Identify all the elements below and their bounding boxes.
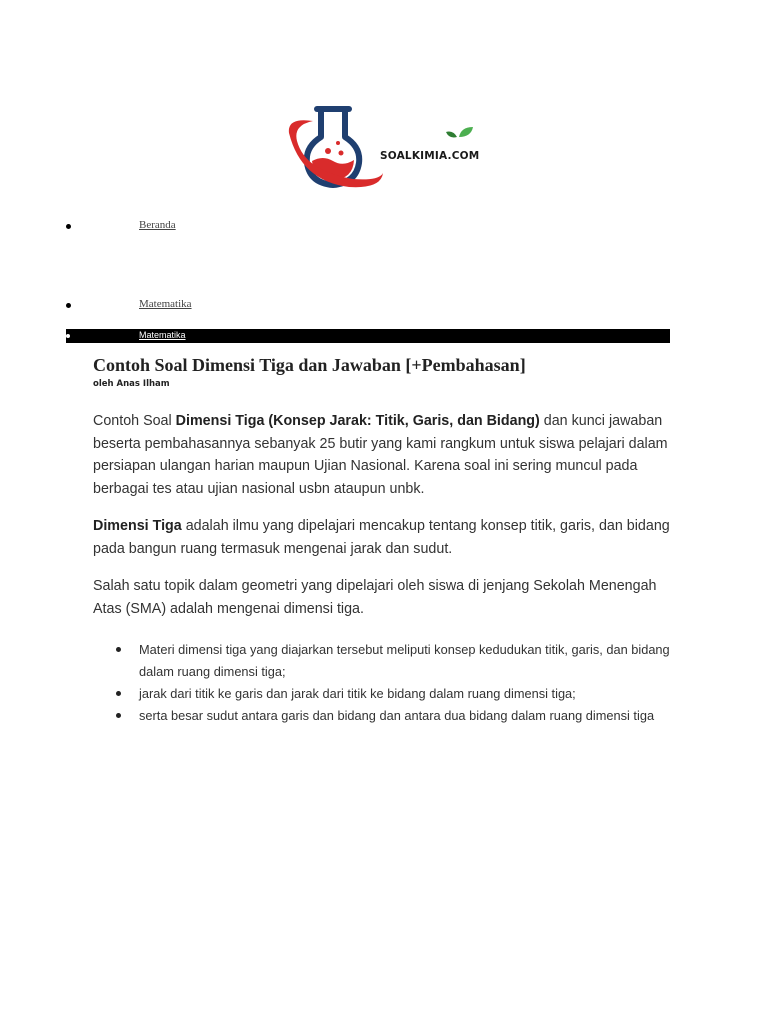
- nav-link-matematika[interactable]: Matematika: [139, 298, 192, 310]
- article-byline: oleh Anas Ilham: [93, 379, 170, 389]
- list-item: serta besar sudut antara garis dan bidang dan antara dua bidang dalam ruang dimensi tiga: [115, 705, 670, 727]
- article-title: Contoh Soal Dimensi Tiga dan Jawaban [+Pembahasan]: [93, 355, 526, 375]
- site-logo[interactable]: [283, 103, 483, 193]
- bullet-icon: [66, 224, 71, 229]
- bullet-icon: [66, 334, 70, 338]
- list-item: jarak dari titik ke garis dan jarak dari titik ke bidang dalam ruang dimensi tiga;: [115, 683, 670, 705]
- nav-link-active-matematika[interactable]: Matematika: [139, 330, 186, 340]
- definition-term: Dimensi Tiga: [93, 518, 182, 534]
- context-paragraph: Salah satu topik dalam geometri yang dipelajari oleh siswa di jenjang Sekolah Menengah Atas (SMA) adalah mengenai dimensi tiga.: [93, 578, 657, 617]
- intro-text-end: dan kunci jawaban beserta pembahasannya sebanyak 25 butir yang kami rangkum untuk siswa pelajari dalam persiapan ulangan harian maupun Ujian Nasional. Karena soal ini sering muncul pada berbagai tes atau ujian nasional usbn ataupun unbk.: [93, 413, 668, 497]
- active-nav-bar[interactable]: [66, 329, 670, 343]
- flask-logo-icon: [283, 103, 483, 193]
- topic-list: [115, 639, 670, 727]
- bullet-icon: [66, 303, 71, 308]
- definition-text: adalah ilmu yang dipelajari mencakup tentang konsep titik, garis, dan bidang pada bangun ruang termasuk mengenai jarak dan sudut.: [93, 518, 670, 557]
- intro-paragraph: [93, 410, 678, 500]
- intro-bold-topic: Dimensi Tiga (Konsep Jarak: Titik, Garis, dan Bidang): [175, 413, 540, 429]
- definition-paragraph: [93, 515, 678, 560]
- nav-link-beranda[interactable]: Beranda: [139, 219, 176, 231]
- intro-text-start: Contoh Soal: [93, 413, 176, 429]
- list-item: Materi dimensi tiga yang diajarkan tersebut meliputi konsep kedudukan titik, garis, dan bidang dalam ruang dimensi tiga;: [115, 639, 670, 683]
- logo-text: SOALKIMIA.COM: [380, 150, 480, 162]
